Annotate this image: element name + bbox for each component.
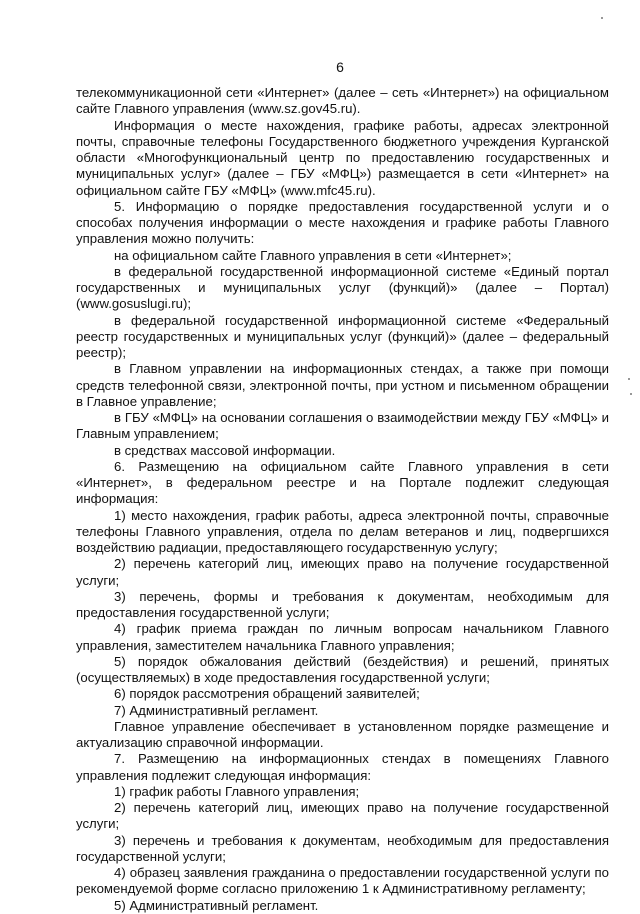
paragraph: 7. Размещению на информационных стендах в помещениях Главного управления подлежит следующая информация: <box>76 751 609 783</box>
paragraph: 6. Размещению на официальном сайте Главного управления в сети «Интернет», в федеральном реестре и на Портале подлежит следующая информация: <box>76 458 609 507</box>
paragraph: телекоммуникационной сети «Интернет» (далее – сеть «Интернет») на официальном сайте Главного управления (www.sz.gov45.ru). <box>76 85 609 117</box>
paragraph: в федеральной государственной информационной системе «Единый портал государственных и муниципальных услуг (функций)» (далее – Портал) (www.gosuslugi.ru); <box>76 263 609 312</box>
paragraph: 3) перечень и требования к документам, необходимым для предоставления государственной услуги; <box>76 832 609 864</box>
paragraph: 2) перечень категорий лиц, имеющих право на получение государственной услуги; <box>76 556 609 588</box>
page-number: 6 <box>336 59 344 75</box>
paragraph: 6) порядок рассмотрения обращений заявителей; <box>114 686 420 702</box>
paragraph: 5) Административный регламент. <box>114 897 319 913</box>
document-body <box>76 85 609 914</box>
paragraph: 1) место нахождения, график работы, адреса электронной почты, справочные телефоны Главного управления, отдела по делам ветеранов и лиц, подвергшихся воздействию радиации, предоставляющего государственную услугу; <box>76 507 609 555</box>
paragraph: в Главном управлении на информационных стендах, а также при помощи средств телефонной связи, электронной почты, при устном и письменном обращении в Главное управление; <box>76 361 609 409</box>
paragraph: 5. Информацию о порядке предоставления государственной услуги и о способах получения информации о месте нахождения и графике работы Главного управления можно получить: <box>76 198 609 247</box>
paragraph: Главное управление обеспечивает в установленном порядке размещение и актуализацию справочной информации. <box>76 718 609 750</box>
scan-speck <box>630 393 632 395</box>
paragraph: в ГБУ «МФЦ» на основании соглашения о взаимодействии между ГБУ «МФЦ» и Главным управлением; <box>76 410 609 442</box>
paragraph: 5) порядок обжалования действий (бездействия) и решений, принятых (осуществляемых) в ходе предоставления государственной услуги; <box>76 653 609 685</box>
paragraph: 4) образец заявления гражданина о предоставлении государственной услуги по рекомендуемой форме согласно приложению 1 к Административному регламенту; <box>76 865 609 897</box>
scan-speck <box>628 378 630 380</box>
paragraph: 7) Административный регламент. <box>114 702 319 718</box>
paragraph: на официальном сайте Главного управления в сети «Интернет»; <box>114 247 512 263</box>
paragraph: 4) график приема граждан по личным вопросам начальником Главного управления, заместителем начальника Главного управления; <box>76 621 609 653</box>
paragraph: Информация о месте нахождения, графике работы, адресах электронной почты, справочные телефоны Государственного бюджетного учреждения Курганской области «Многофункциональный центр по предоставлению государственных и муниципальных услуг» (далее – ГБУ «МФЦ») размещается в сети «Интернет» на официальном сайте ГБУ «МФЦ» (www.mfc45.ru). <box>76 117 609 198</box>
scan-speck <box>601 17 603 19</box>
paragraph: в средствах массовой информации. <box>114 442 336 458</box>
paragraph: 3) перечень, формы и требования к документам, необходимым для предоставления государственной услуги; <box>76 588 609 620</box>
paragraph: 1) график работы Главного управления; <box>114 783 360 799</box>
paragraph: 2) перечень категорий лиц, имеющих право на получение государственной услуги; <box>76 800 609 832</box>
paragraph: в федеральной государственной информационной системе «Федеральный реестр государственных и муниципальных услуг (функций)» (далее – федеральный реестр); <box>76 312 609 360</box>
